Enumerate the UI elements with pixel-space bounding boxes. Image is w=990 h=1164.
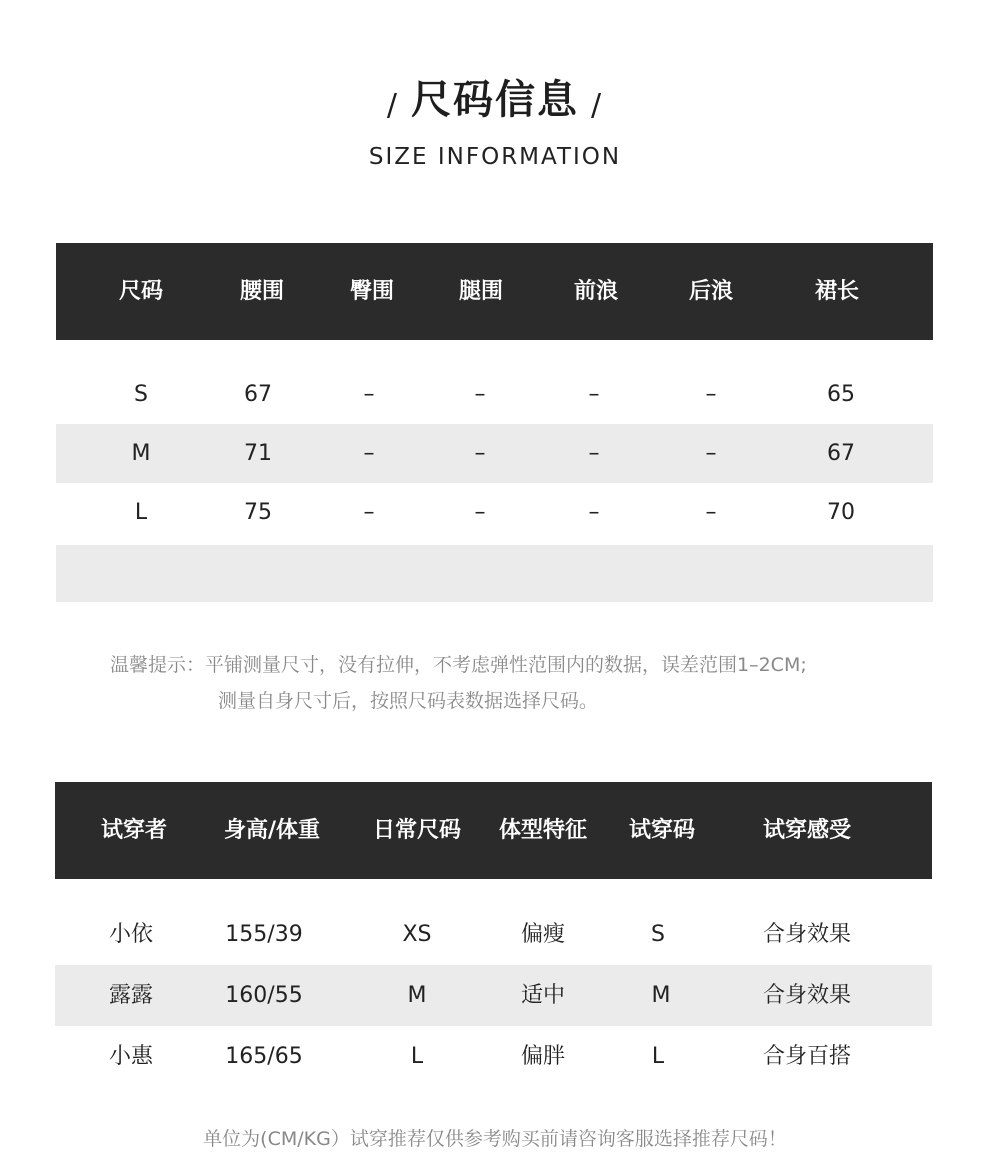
cell-thigh: – — [474, 382, 486, 407]
header-hip: 臀围 — [349, 279, 395, 304]
size-table-header — [56, 243, 933, 340]
cell-model: 露露 — [108, 983, 154, 1008]
header-tried-size: 试穿码 — [628, 818, 696, 843]
cell-hip: – — [363, 441, 375, 466]
header-back-rise: 后浪 — [688, 279, 734, 304]
size-tip-line-2: 测量自身尺寸后，按照尺码表数据选择尺码。 — [218, 690, 599, 712]
cell-body-type: 偏胖 — [520, 1044, 566, 1069]
header-waist: 腰围 — [239, 279, 285, 304]
header-fit-feeling: 试穿感受 — [762, 818, 852, 843]
table-empty-row — [56, 545, 933, 602]
fitting-table — [55, 782, 932, 1087]
table-row — [56, 424, 933, 483]
cell-back-rise: – — [705, 382, 717, 407]
size-tip-line-1: 温馨提示：平铺测量尺寸，没有拉伸，不考虑弹性范围内的数据，误差范围1–2CM; — [110, 654, 807, 676]
title-slash-left: / — [386, 88, 399, 123]
cell-hip: – — [363, 382, 375, 407]
cell-tried-size: M — [651, 983, 671, 1008]
header-body-type: 体型特征 — [498, 818, 588, 843]
cell-back-rise: – — [705, 441, 717, 466]
table-row — [55, 1026, 932, 1087]
cell-model: 小依 — [108, 922, 154, 947]
table-row — [55, 904, 932, 965]
header-model: 试穿者 — [100, 818, 168, 843]
size-table — [56, 243, 933, 602]
cell-skirt-length: 67 — [827, 441, 855, 466]
cell-size: S — [134, 382, 148, 407]
header-size: 尺码 — [118, 279, 164, 304]
cell-fit-feeling: 合身效果 — [762, 983, 852, 1008]
cell-waist: 67 — [244, 382, 272, 407]
cell-size: M — [131, 441, 151, 466]
cell-hip: – — [363, 500, 375, 525]
cell-back-rise: – — [705, 500, 717, 525]
cell-skirt-length: 70 — [827, 500, 855, 525]
table-row — [56, 483, 933, 542]
cell-tried-size: S — [651, 922, 665, 947]
table-row — [55, 965, 932, 1026]
cell-thigh: – — [474, 441, 486, 466]
cell-usual-size: L — [410, 1044, 424, 1069]
cell-thigh: – — [474, 500, 486, 525]
fitting-table-header — [55, 782, 932, 879]
footer-note: 单位为(CM/KG）试穿推荐仅供参考购买前请咨询客服选择推荐尺码！ — [203, 1128, 787, 1150]
title-text: 尺码信息 — [411, 77, 579, 123]
cell-waist: 71 — [244, 441, 272, 466]
header-thigh: 腿围 — [458, 279, 504, 304]
header-skirt-length: 裙长 — [814, 279, 860, 304]
cell-tried-size: L — [651, 1044, 665, 1069]
cell-fit-feeling: 合身百搭 — [762, 1044, 852, 1069]
table-row — [56, 365, 933, 424]
cell-skirt-length: 65 — [827, 382, 855, 407]
cell-fit-feeling: 合身效果 — [762, 922, 852, 947]
cell-front-rise: – — [588, 441, 600, 466]
cell-height-weight: 165/65 — [225, 1044, 303, 1069]
cell-usual-size: M — [407, 983, 427, 1008]
cell-waist: 75 — [244, 500, 272, 525]
header-height-weight: 身高/体重 — [223, 818, 321, 843]
cell-size: L — [134, 500, 148, 525]
cell-height-weight: 160/55 — [225, 983, 303, 1008]
header-front-rise: 前浪 — [573, 279, 619, 304]
title-block — [0, 72, 990, 170]
cell-usual-size: XS — [402, 922, 432, 947]
size-tip — [110, 647, 807, 719]
cell-model: 小惠 — [108, 1044, 154, 1069]
page-title — [0, 72, 990, 132]
title-slash-right: / — [591, 88, 604, 123]
cell-body-type: 适中 — [520, 983, 566, 1008]
page-subtitle: SIZE INFORMATION — [368, 144, 622, 170]
cell-height-weight: 155/39 — [225, 922, 303, 947]
cell-front-rise: – — [588, 382, 600, 407]
cell-front-rise: – — [588, 500, 600, 525]
header-usual-size: 日常尺码 — [372, 818, 462, 843]
cell-body-type: 偏瘦 — [520, 922, 566, 947]
